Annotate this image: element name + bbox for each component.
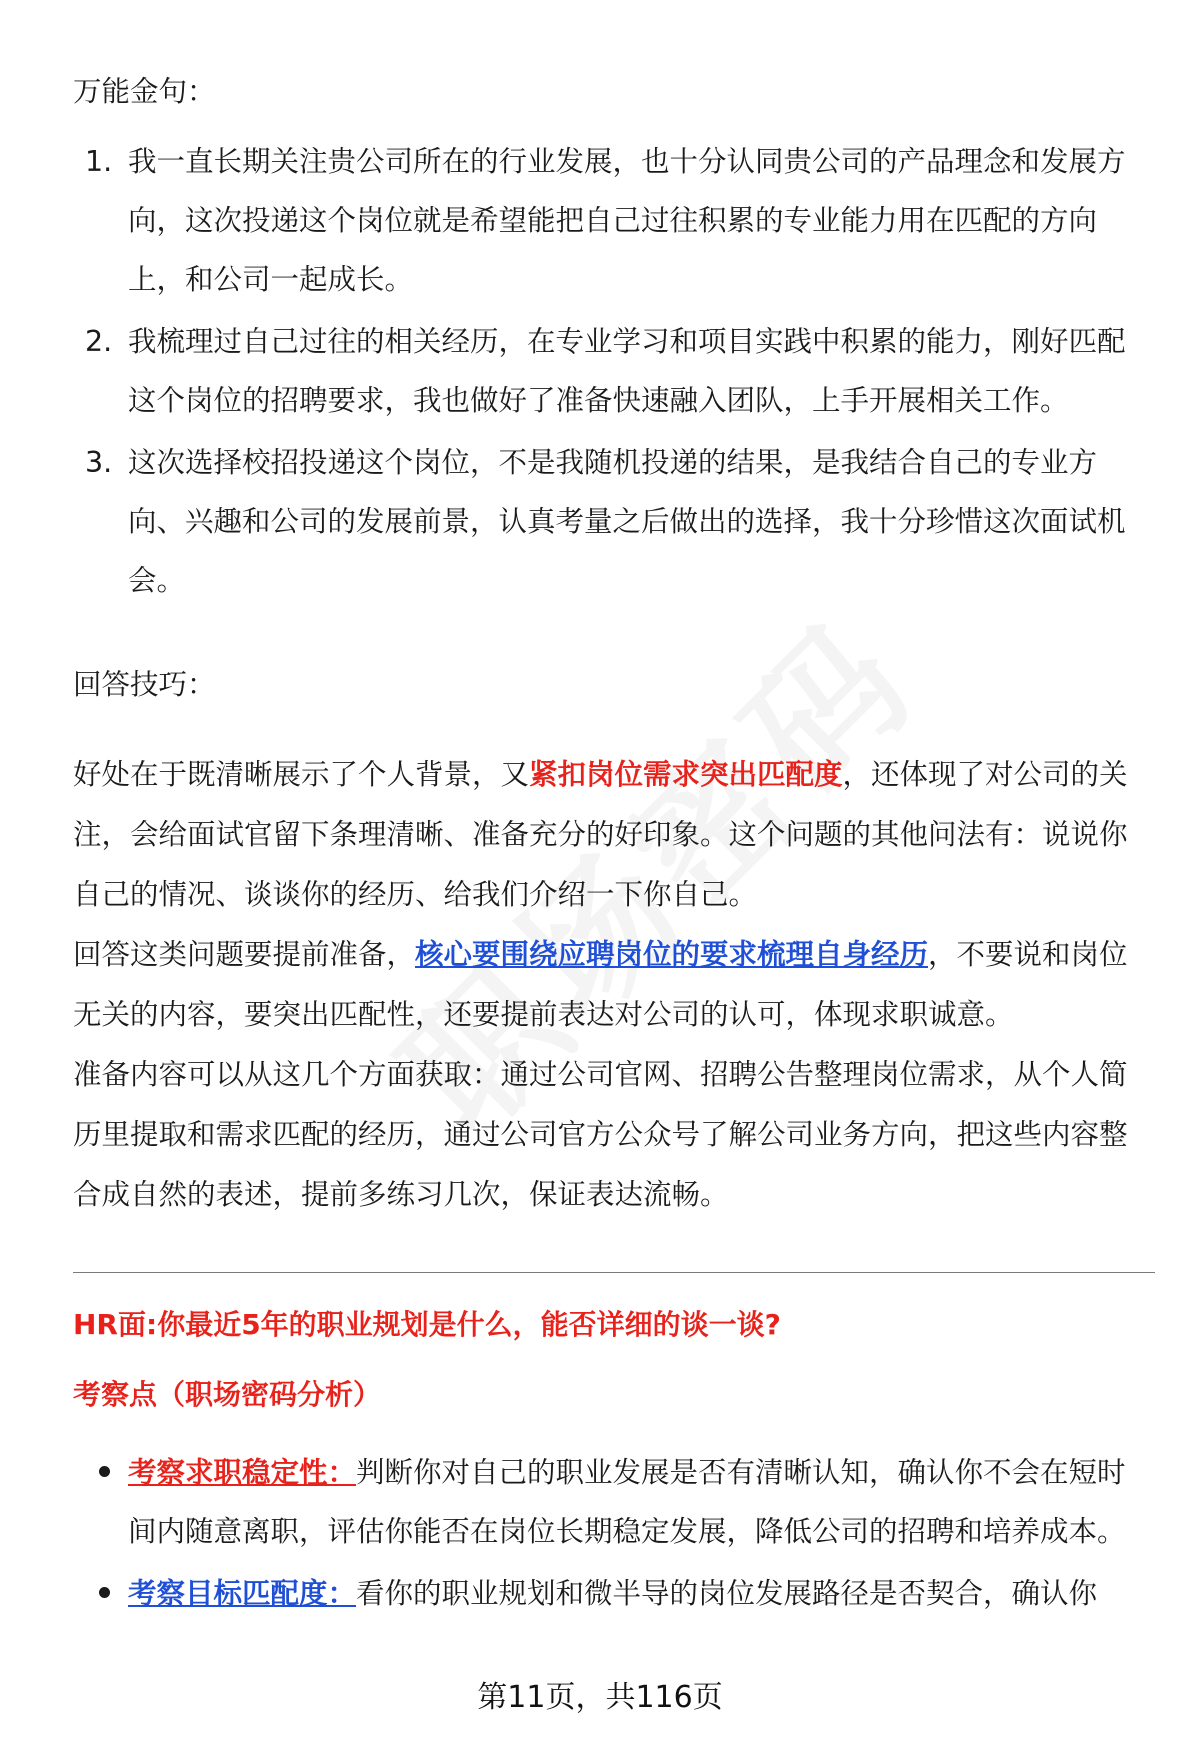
point-text: 看你的职业规划和微半导的岗位发展路径是否契合，确认你: [356, 1577, 1098, 1610]
tips-text: ，不要说和岗位无关的内容，要突出匹配性，还要提前表达对公司的认可，体现求职诚意。: [73, 938, 1128, 1031]
list-number: 2.: [85, 325, 113, 358]
golden-sentence-list: [73, 132, 1145, 610]
list-item: [73, 433, 1145, 610]
tips-text: 回答这类问题要提前准备，: [73, 938, 416, 971]
analysis-title: 考察点（职场密码分析）: [73, 1378, 382, 1411]
tips-paragraph-2: [73, 925, 1145, 1045]
question-title: HR面:你最近5年的职业规划是什么，能否详细的谈一谈?: [73, 1308, 781, 1341]
analysis-points-list: [73, 1443, 1145, 1623]
list-number: 3.: [85, 446, 113, 479]
list-item: [73, 132, 1145, 309]
page-footer: 第11页，共116页: [477, 1680, 723, 1715]
list-item: [73, 1443, 1145, 1561]
list-item-text: 我一直长期关注贵公司所在的行业发展，也十分认同贵公司的产品理念和发展方向，这次投递这个岗位就是希望能把自己过往积累的专业能力用在匹配的方向上，和公司一起成长。: [128, 145, 1126, 296]
divider: [73, 1272, 1155, 1273]
tips-paragraph-3: 准备内容可以从这几个方面获取：通过公司官网、招聘公告整理岗位需求，从个人简历里提取和需求匹配的经历，通过公司官方公众号了解公司业务方向，把这些内容整合成自然的表述，提前多练习几次，保证表达流畅。: [73, 1058, 1128, 1211]
section-label-golden-sentences: 万能金句：: [73, 75, 216, 108]
section-label-answer-tips: 回答技巧：: [73, 668, 216, 701]
list-item: [73, 1564, 1145, 1623]
point-label: 考察求职稳定性：: [128, 1456, 357, 1489]
bullet-dot: [99, 1466, 110, 1477]
list-item-text: 我梳理过自己过往的相关经历，在专业学习和项目实践中积累的能力，刚好匹配这个岗位的招聘要求，我也做好了准备快速融入团队，上手开展相关工作。: [128, 325, 1126, 417]
point-text: 判断你对自己的职业发展是否有清晰认知，确认你不会在短时间内随意离职，评估你能否在岗位长期稳定发展，降低公司的招聘和培养成本。: [128, 1456, 1126, 1548]
list-item-text: 这次选择校招投递这个岗位，不是我随机投递的结果，是我结合自己的专业方向、兴趣和公司的发展前景，认真考量之后做出的选择，我十分珍惜这次面试机会。: [128, 446, 1126, 597]
bullet-dot: [99, 1587, 110, 1598]
tips-text: 好处在于既清晰展示了个人背景，又: [73, 758, 530, 791]
tips-paragraph-1: [73, 745, 1145, 925]
list-item: [73, 312, 1145, 430]
highlight-red: 紧扣岗位需求突出匹配度: [529, 758, 843, 791]
tips-text: ，还体现了对公司的关注，会给面试官留下条理清晰、准备充分的好印象。这个问题的其他问法有：说说你自己的情况、谈谈你的经历、给我们介绍一下你自己。: [73, 758, 1128, 911]
highlight-blue: 核心要围绕应聘岗位的要求梳理自身经历: [415, 938, 929, 971]
point-label: 考察目标匹配度：: [128, 1577, 357, 1610]
list-number: 1.: [85, 145, 113, 178]
